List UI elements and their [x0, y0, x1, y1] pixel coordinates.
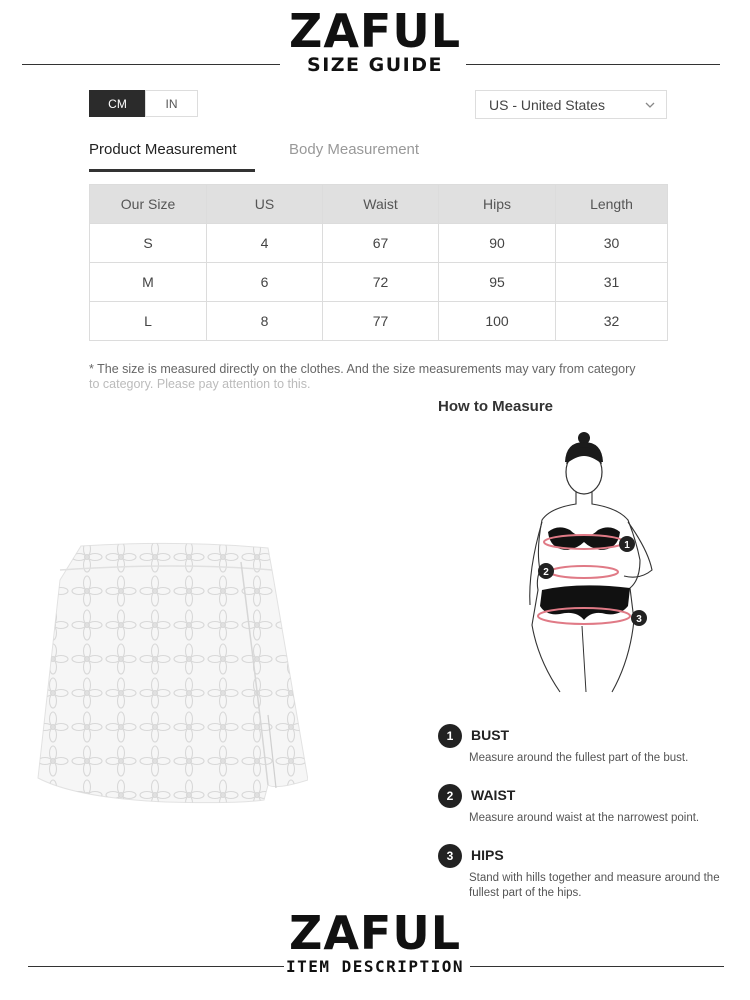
- table-cell: 77: [323, 302, 439, 341]
- country-select-value: US - United States: [489, 96, 605, 113]
- brand-logo: ZAFUL: [288, 4, 462, 58]
- product-image-skirt: [36, 540, 308, 815]
- table-header-cell: Waist: [323, 185, 439, 224]
- table-row: [90, 302, 668, 341]
- footer-subtitle: ITEM DESCRIPTION: [285, 957, 465, 976]
- table-header-cell: US: [207, 185, 323, 224]
- active-tab-indicator: [89, 169, 255, 172]
- body-measurement-figure: [520, 430, 660, 710]
- table-header-row: [90, 185, 668, 224]
- step-2-badge: 2: [438, 784, 462, 808]
- table-cell: 4: [207, 224, 323, 263]
- table-cell: S: [90, 224, 207, 263]
- page-subtitle: SIZE GUIDE: [307, 54, 443, 76]
- svg-text:3: 3: [636, 614, 642, 625]
- table-cell: 95: [439, 263, 556, 302]
- table-cell: M: [90, 263, 207, 302]
- unit-in-button[interactable]: IN: [145, 90, 198, 117]
- table-header-cell: Hips: [439, 185, 556, 224]
- table-cell: 100: [439, 302, 556, 341]
- step-3-title: HIPS: [471, 847, 504, 863]
- table-header-cell: Length: [556, 185, 668, 224]
- how-to-measure-title: How to Measure: [438, 398, 554, 415]
- table-row: [90, 224, 668, 263]
- step-2-description: Measure around waist at the narrowest point.: [469, 812, 700, 824]
- table-cell: 90: [439, 224, 556, 263]
- table-cell: 72: [323, 263, 439, 302]
- table-cell: 6: [207, 263, 323, 302]
- step-2-title: WAIST: [471, 787, 516, 803]
- tab-product-measurement[interactable]: Product Measurement: [89, 141, 237, 158]
- table-header-cell: Our Size: [90, 185, 207, 224]
- step-1-description: Measure around the fullest part of the bust.: [469, 752, 689, 764]
- svg-text:1: 1: [624, 540, 630, 551]
- step-1-title: BUST: [471, 727, 510, 743]
- table-row: [90, 263, 668, 302]
- size-table: [89, 184, 668, 341]
- unit-cm-button[interactable]: CM: [89, 90, 146, 117]
- step-3-badge: 3: [438, 844, 462, 868]
- table-cell: 31: [556, 263, 668, 302]
- table-cell: 32: [556, 302, 668, 341]
- tab-body-measurement[interactable]: Body Measurement: [289, 141, 420, 158]
- footer-brand-logo: ZAFUL: [288, 906, 462, 960]
- step-3-description: Stand with hills together and measure around the fullest part of the hips.: [469, 872, 720, 899]
- svg-text:2: 2: [543, 567, 549, 578]
- chevron-down-icon: [644, 99, 656, 111]
- table-cell: L: [90, 302, 207, 341]
- country-select[interactable]: [475, 90, 667, 119]
- table-cell: 30: [556, 224, 668, 263]
- table-cell: 67: [323, 224, 439, 263]
- table-cell: 8: [207, 302, 323, 341]
- step-1-badge: 1: [438, 724, 462, 748]
- measurement-note-line2: to category. Please pay attention to this.: [89, 377, 311, 391]
- measurement-note-line1: * The size is measured directly on the clothes. And the size measurements may vary from category: [89, 362, 636, 376]
- measurement-note: [89, 362, 669, 392]
